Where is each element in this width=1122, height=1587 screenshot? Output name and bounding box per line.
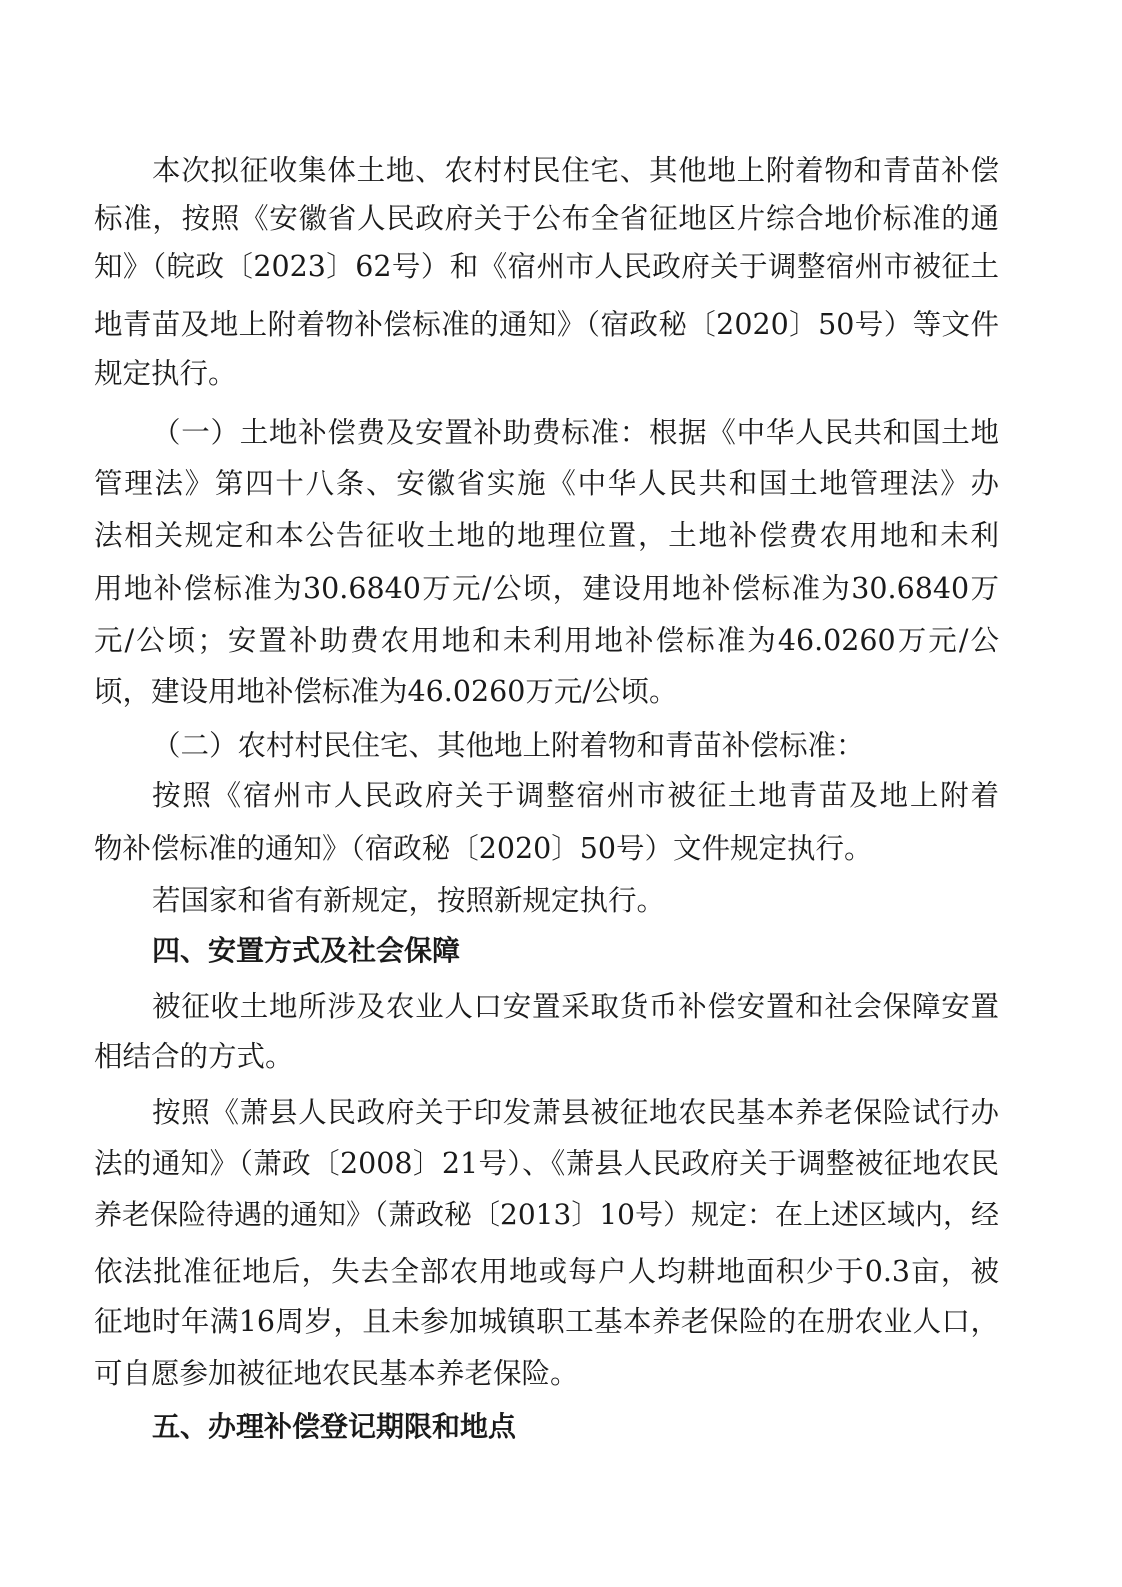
paragraph-line: 物补偿标准的通知》（宿政秘〔2020〕50号）文件规定执行。 (94, 832, 873, 865)
paragraph-line: 按照《宿州市人民政府关于调整宿州市被征土地青苗及地上附着 (152, 779, 999, 812)
paragraph-line: 管理法》第四十八条、安徽省实施《中华人民共和国土地管理法》办 (94, 467, 999, 500)
paragraph-line: 知》（皖政〔2023〕62号）和《宿州市人民政府关于调整宿州市被征土 (94, 250, 999, 283)
paragraph-line: 顷，建设用地补偿标准为46.0260万元/公顷。 (94, 675, 678, 708)
paragraph-line: 元/公顷；安置补助费农用地和未利用地补偿标准为46.0260万元/公 (94, 624, 999, 657)
paragraph-line: 用地补偿标准为30.6840万元/公顷，建设用地补偿标准为30.6840万 (94, 572, 999, 605)
paragraph-line: 被征收土地所涉及农业人口安置采取货币补偿安置和社会保障安置 (152, 990, 999, 1023)
paragraph-line: 可自愿参加被征地农民基本养老保险。 (94, 1357, 579, 1390)
paragraph-line: 相结合的方式。 (94, 1040, 294, 1073)
subsection-line: （二）农村村民住宅、其他地上附着物和青苗补偿标准： (152, 729, 865, 762)
section-heading: 五、办理补偿登记期限和地点 (152, 1410, 517, 1443)
paragraph-line: 地青苗及地上附着物补偿标准的通知》（宿政秘〔2020〕50号）等文件 (94, 308, 999, 341)
section-heading: 四、安置方式及社会保障 (152, 934, 461, 967)
paragraph-line: 依法批准征地后，失去全部农用地或每户人均耕地面积少于0.3亩，被 (94, 1255, 999, 1288)
section-intro-line: （一）土地补偿费及安置补助费标准：根据《中华人民共和国土地 (152, 416, 999, 449)
paragraph-line: 规定执行。 (94, 357, 237, 390)
paragraph-line: 征地时年满16周岁，且未参加城镇职工基本养老保险的在册农业人口， (94, 1305, 999, 1338)
paragraph-line: 标准，按照《安徽省人民政府关于公布全省征地区片综合地价标准的通 (94, 202, 999, 235)
paragraph-line: 按照《萧县人民政府关于印发萧县被征地农民基本养老保险试行办 (152, 1096, 999, 1129)
paragraph-line: 若国家和省有新规定，按照新规定执行。 (152, 884, 666, 917)
paragraph-line: 法的通知》（萧政〔2008〕21号）、《萧县人民政府关于调整被征地农民 (94, 1147, 999, 1180)
paragraph-line: 本次拟征收集体土地、农村村民住宅、其他地上附着物和青苗补偿 (152, 154, 999, 187)
paragraph-line: 养老保险待遇的通知》（萧政秘〔2013〕10号）规定：在上述区域内，经 (94, 1198, 999, 1231)
paragraph-line: 法相关规定和本公告征收土地的地理位置，土地补偿费农用地和未利 (94, 519, 999, 552)
